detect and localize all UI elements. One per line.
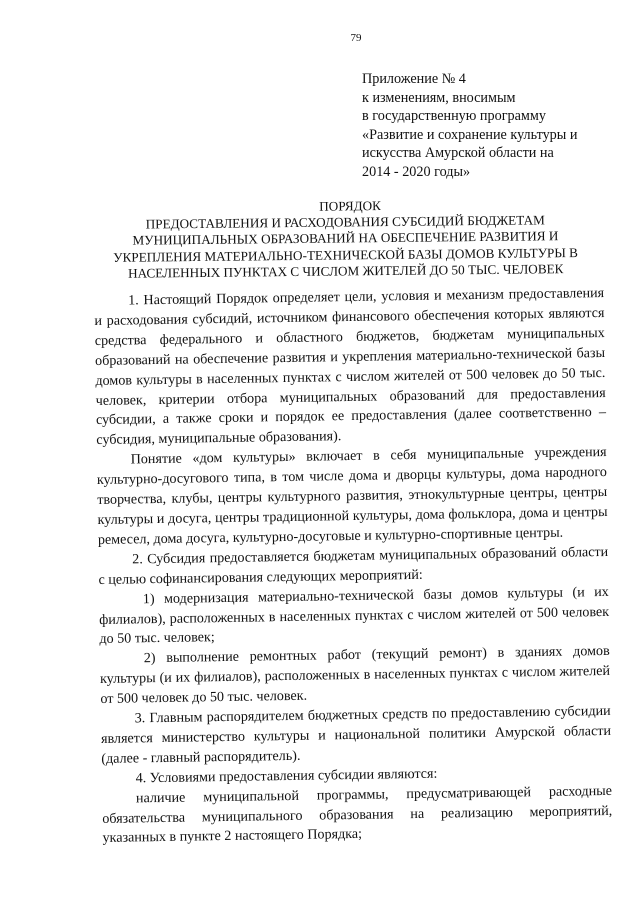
list-item-1: 1) модернизация материально-технической базы домов культуры (и их филиалов), расположенных в населенных пунктах с числом жителей от 500 человек до 50 тыс. человек; (99, 583, 610, 648)
title-line: НАСЕЛЕННЫХ ПУНКТАХ С ЧИСЛОМ ЖИТЕЛЕЙ ДО 50 ТЫС. ЧЕЛОВЕК (127, 260, 564, 281)
paragraph-condition: наличие муниципальной программы, предусматривающей расходные обязательства муниципального образования на реализацию мероприятий, указанных в пункте 2 настоящего Порядка; (102, 782, 613, 847)
appendix-note (362, 70, 612, 181)
appendix-line: Приложение № 4 (362, 71, 466, 87)
paragraph-house-of-culture: Понятие «дом культуры» включает в себя муниципальные учреждения культурно-досугового типа, в том числе дома и дворцы культуры, дома народного творчества, клубы, центры культурного развития, этнокультурные центры, центры культуры и досуга, центры традиционной культуры, дома фольклора, дома и центры ремесел, дома досуга, культурно-досуговые и культурно-спортивные центры. (96, 444, 608, 548)
appendix-line: в государственную программу (362, 108, 546, 124)
document-body (94, 284, 613, 849)
paragraph-3: 3. Главным распорядителем бюджетных средств по предоставлению субсидии является министерство культуры и национальной политики Амурской области (далее - главный распорядитель). (100, 702, 612, 767)
document-title (100, 196, 591, 282)
appendix-line: к изменениям, вносимым (362, 89, 516, 106)
title-line: МУНИЦИПАЛЬНЫХ ОБРАЗОВАНИЙ НА ОБЕСПЕЧЕНИЕ РАЗВИТИЯ И (132, 228, 559, 249)
page-number: 79 (350, 32, 362, 44)
paragraph-2: 2. Субсидия предоставляется бюджетам муниципальных образований области с целью софинансирования следующих мероприятий: (98, 543, 609, 588)
list-item-2: 2) выполнение ремонтных работ (текущий ремонт) в зданиях домов культуры (и их филиалов), расположенных в населенных пунктах с числом жителей от 500 человек до 50 тыс. человек. (99, 643, 611, 708)
title-line: УКРЕПЛЕНИЯ МАТЕРИАЛЬНО-ТЕХНИЧЕСКОЙ БАЗЫ ДОМОВ КУЛЬТУРЫ В (113, 244, 578, 265)
paragraph-4: 4. Условиями предоставления субсидии являются: (135, 765, 438, 787)
title-line: ПРЕДОСТАВЛЕНИЯ И РАСХОДОВАНИЯ СУБСИДИЙ БЮДЖЕТАМ (145, 212, 545, 232)
appendix-line: искусства Амурской области на (362, 145, 554, 161)
title-word: ПОРЯДОК (319, 198, 381, 214)
appendix-line: 2014 - 2020 годы» (362, 163, 471, 180)
appendix-line: «Развитие и сохранение культуры и (362, 126, 578, 143)
paragraph-1: 1. Настоящий Порядок определяет цели, условия и механизм предоставления и расходования субсидий, источником финансового обеспечения которых являются средства федерального и областного бюджетов, бюджетам муниципальных образований на обеспечение развития и укрепления материально-технической базы домов культуры в населенных пунктах с числом жителей от 500 человек до 50 тыс. человек, критерии отбора муниципальных образований для предоставления субсидии, а также сроки и порядок ее предоставления (далее соответственно – субсидия, муниципальные образования). (94, 284, 607, 449)
